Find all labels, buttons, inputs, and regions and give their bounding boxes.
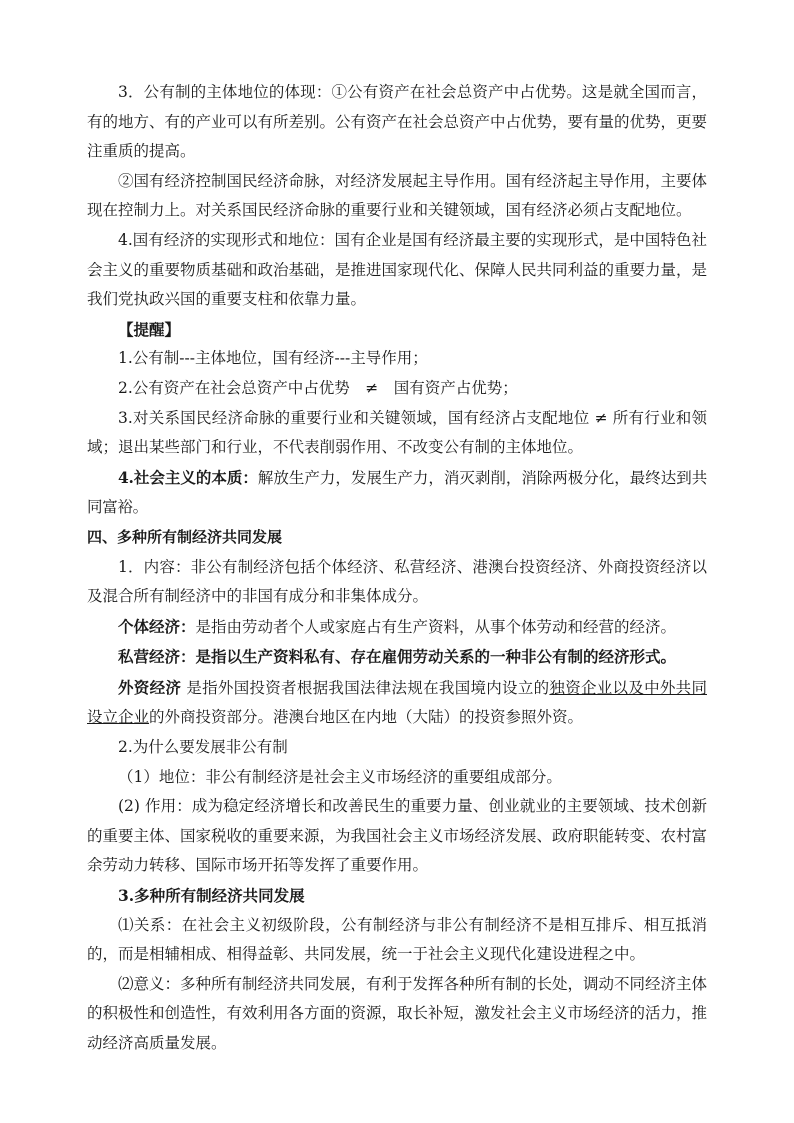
paragraph-state-economy-control: ②国有经济控制国民经济命脉，对经济发展起主导作用。国有经济起主导作用，主要体现在控制力上。对关系国民经济命脉的重要行业和关键领域，国有经济必须占支配地位。	[87, 171, 708, 220]
reminder-item-2: 2.公有资产在社会总资产中占优势 ≠ 国有资产占优势；	[118, 378, 518, 397]
foreign-text-underlined: 独资企业以及中外共同设立企业	[87, 678, 707, 727]
foreign-text-a: 是指外国投资者根据我国法律法规在我国境内设立的	[181, 678, 550, 697]
paragraph-public-ownership-dominance: 3．公有制的主体地位的体现：①公有资产在社会总资产中占优势。这是就全国而言，有的地方、有的产业可以有所差别。公有资产在社会总资产中占优势，要有量的优势，更要注重质的提高。	[87, 83, 708, 161]
paragraph-state-economy-form: 4.国有经济的实现形式和地位：国有企业是国有经济最主要的实现形式，是中国特色社会主义的重要物质基础和政治基础，是推进国家现代化、保障人民共同利益的重要力量，是我们党执政兴国的重要支柱和依靠力量。	[87, 230, 708, 309]
paragraph-socialism-essence	[87, 463, 707, 523]
paragraph-relationship: ⑴关系：在社会主义初级阶段，公有制经济与非公有制经济不是相互排斥、相互抵消的，而是相辅相成、相得益彰、共同发展，统一于社会主义现代化建设进程之中。	[87, 915, 707, 964]
paragraph-non-public-status: （1）地位：非公有制经济是社会主义市场经济的重要组成部分。	[118, 767, 562, 786]
section-heading-4: 四、多种所有制经济共同发展	[87, 527, 283, 546]
reminder-item-3: 3.对关系国民经济命脉的重要行业和关键领域，国有经济占支配地位 ≠ 所有行业和领域；退出某些部门和行业，不代表削弱作用、不改变公有制的主体地位。	[87, 408, 707, 457]
paragraph-significance: ⑵意义：多种所有制经济共同发展，有利于发挥各种所有制的长处，调动不同经济主体的积极性和创造性，有效利用各方面的资源，取长补短，激发社会主义市场经济的活力，推动经济高质量发展。	[87, 974, 708, 1052]
reminder-heading: 【提醒】	[118, 319, 181, 339]
private-label: 私营经济：	[118, 647, 196, 667]
subheading-common-development: 3.多种所有制经济共同发展	[118, 886, 305, 906]
individual-label: 个体经济：	[118, 616, 196, 636]
foreign-label: 外资经济	[118, 677, 182, 697]
foreign-text-b: 的外商投资部分。港澳台地区在内地（大陆）的投资参照外资。	[149, 708, 584, 727]
paragraph-individual-economy	[87, 612, 707, 643]
subheading-why-non-public: 2.为什么要发展非公有制	[118, 738, 288, 757]
essence-label: 4.社会主义的本质：	[118, 467, 258, 487]
essence-text: 解放生产力，发展生产力，消灭剥削，消除两极分化，最终达到共同富裕。	[87, 468, 707, 517]
individual-text: 是指由劳动者个人或家庭占有生产资料，从事个体劳动和经营的经济。	[195, 617, 677, 636]
private-text: 是指以生产资料私有、存在雇佣劳动关系的一种非公有制的经济形式。	[195, 647, 677, 667]
document-body	[87, 78, 707, 1059]
paragraph-foreign-economy	[87, 673, 707, 733]
paragraph-private-economy	[87, 642, 707, 673]
reminder-item-1: 1.公有制---主体地位，国有经济---主导作用；	[118, 349, 428, 368]
paragraph-non-public-content: 1．内容：非公有制经济包括个体经济、私营经济、港澳台投资经济、外商投资经济以及混合所有制经济中的非国有成分和非集体成分。	[87, 557, 707, 606]
paragraph-non-public-role: (2) 作用：成为稳定经济增长和改善民生的重要力量、创业就业的主要领域、技术创新的重要主体、国家税收的重要来源，为我国社会主义市场经济发展、政府职能转变、农村富余劳动力转移、国际市场开拓等发挥了重要作用。	[87, 797, 708, 875]
